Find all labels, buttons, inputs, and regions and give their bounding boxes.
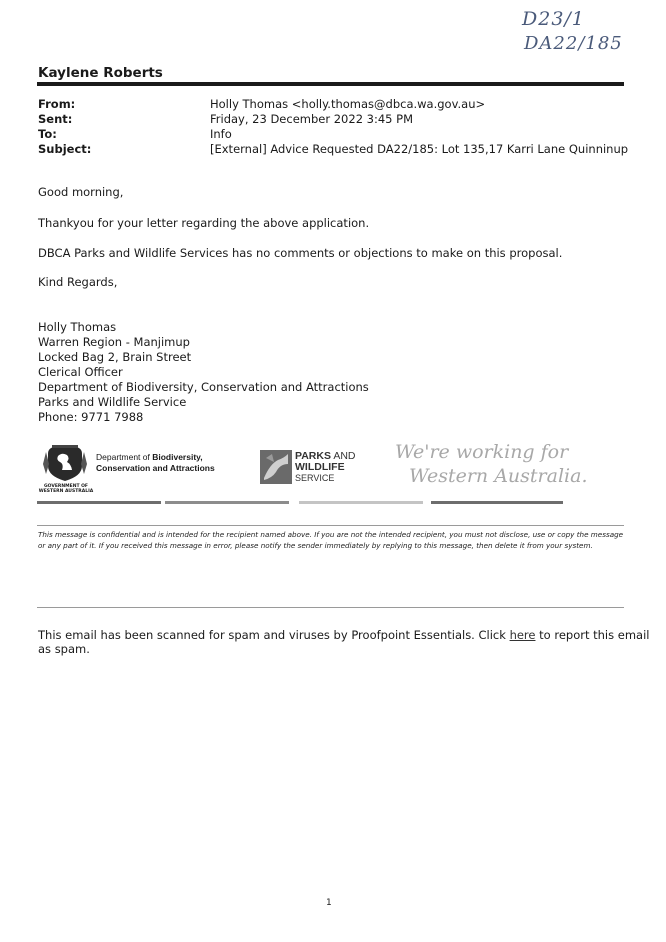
handwritten-annotation-line1: D23/1 <box>522 8 585 30</box>
page-number: 1 <box>326 898 332 908</box>
spam-suffix: to report this email as spam. <box>38 628 650 656</box>
tagline-line2: Western Australia. <box>409 465 588 487</box>
to-value: Info <box>210 127 232 141</box>
dbca-logo-text <box>96 452 215 474</box>
spam-scan-notice <box>38 628 666 656</box>
spam-prefix: This email has been scanned for spam and viruses by Proofpoint Essentials. Click <box>38 628 510 642</box>
dept-line1-prefix: Department of <box>96 452 153 462</box>
subject-value: [External] Advice Requested DA22/185: Lot 135,17 Karri Lane Quinninup <box>210 142 629 156</box>
heading-rule <box>37 82 624 86</box>
parks-line1-bold: PARKS <box>295 450 331 462</box>
signature-region: Warren Region - Manjimup <box>38 335 190 349</box>
body-paragraph-1: Thankyou for your letter regarding the above application. <box>38 216 370 230</box>
confidentiality-notice: This message is confidential and is intended for the recipient named above. If you are not the intended recipient, you must not disclose, use or copy the message or any part of it. If you received this message in error, please notify the sender immediately by replying to this message, then delete it from your system. <box>38 530 624 550</box>
logo-bar-4 <box>431 501 563 504</box>
sent-value: Friday, 23 December 2022 3:45 PM <box>210 112 414 126</box>
signature-title: Clerical Officer <box>38 365 123 379</box>
signature-department: Department of Biodiversity, Conservation and Attractions <box>38 380 369 394</box>
signature-phone: Phone: 9771 7988 <box>38 410 144 424</box>
dept-line2: Conservation and Attractions <box>96 463 215 473</box>
crest-caption <box>37 484 95 494</box>
notice-top-rule <box>37 525 624 526</box>
subject-label: Subject: <box>38 142 92 156</box>
handwritten-annotation-line2: DA22/185 <box>524 33 623 54</box>
logo-bar-1 <box>37 501 161 504</box>
crest-caption-line2: WESTERN AUSTRALIA <box>38 489 94 494</box>
wa-crest-icon <box>40 444 90 484</box>
notice-bottom-rule <box>37 607 624 608</box>
tagline-line1: We're working for <box>395 441 569 463</box>
signature-name: Holly Thomas <box>38 320 117 334</box>
wa-tagline <box>395 440 588 488</box>
report-spam-link[interactable]: here <box>509 628 536 642</box>
mailbox-owner-name: Kaylene Roberts <box>38 65 163 81</box>
greeting: Good morning, <box>38 185 124 199</box>
signature-service: Parks and Wildlife Service <box>38 395 187 409</box>
parks-wildlife-logo-text <box>295 451 356 484</box>
signature-address: Locked Bag 2, Brain Street <box>38 350 192 364</box>
crest-caption-line1: GOVERNMENT OF <box>43 484 89 489</box>
sent-label: Sent: <box>38 112 73 126</box>
logo-bar-3 <box>299 501 423 504</box>
parks-line2: WILDLIFE <box>295 461 345 473</box>
to-label: To: <box>38 127 57 141</box>
dept-line1-bold: Biodiversity, <box>152 452 203 462</box>
from-value: Holly Thomas <holly.thomas@dbca.wa.gov.au> <box>210 97 486 111</box>
body-paragraph-2: DBCA Parks and Wildlife Services has no comments or objections to make on this proposal. <box>38 246 563 260</box>
parks-wildlife-emblem-icon <box>260 450 292 484</box>
sign-off: Kind Regards, <box>38 275 118 289</box>
logo-bar-2 <box>165 501 289 504</box>
parks-line3: SERVICE <box>295 473 335 483</box>
from-label: From: <box>38 97 76 111</box>
parks-line1-rest: AND <box>330 450 356 462</box>
